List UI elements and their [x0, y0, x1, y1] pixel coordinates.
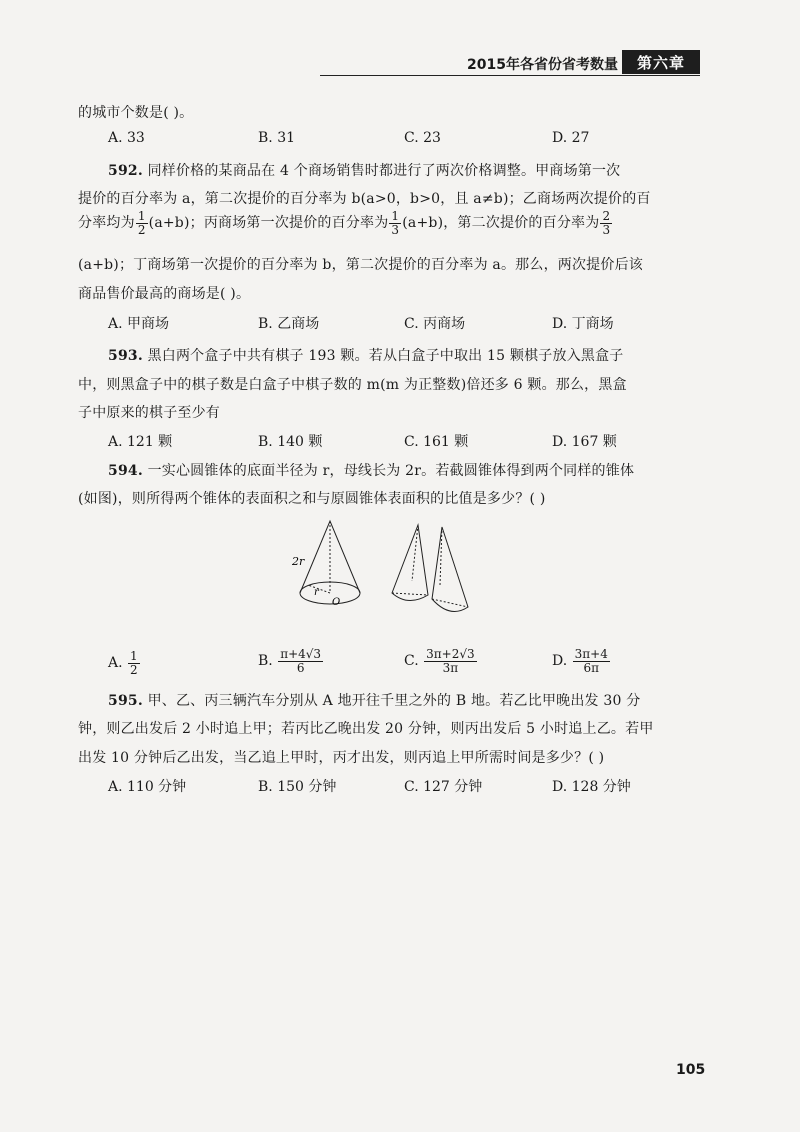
q593-line-3: 子中原来的棋子至少有 [78, 405, 220, 421]
label-center: O [332, 597, 341, 608]
q595-option-b: B. 150 分钟 [258, 779, 337, 795]
fraction-two-thirds: $\frac{2}{3}$ [602, 209, 611, 237]
q593-option-d: D. 167 颗 [552, 434, 617, 450]
q595-line-3: 出发 10 分钟后乙出发，当乙追上甲时，丙才出发，则丙追上甲所需时间是多少？( ) [78, 750, 605, 766]
q593-number: 593. [108, 348, 143, 364]
q595-line-2: 钟，则乙出发后 2 小时追上甲；若丙比乙晚出发 20 分钟，则丙出发后 5 小时追上乙。若甲 [78, 721, 654, 737]
q593-option-b: B. 140 颗 [258, 434, 323, 450]
fraction-one-half: $\frac{1}{2}$ [137, 209, 146, 237]
chapter-tab: 第六章 [622, 50, 700, 74]
q592-option-a: A. 甲商场 [108, 316, 170, 332]
q593-line-1: 593. 黑白两个盒子中共有棋子 193 颗。若从白盒子中取出 15 颗棋子放入黑盒子 [108, 348, 624, 364]
q591-option-a: A. 33 [108, 130, 145, 146]
q592-line-5: 商品售价最高的商场是( )。 [78, 286, 251, 302]
q592-option-b: B. 乙商场 [258, 316, 320, 332]
q592-option-d: D. 丁商场 [552, 316, 614, 332]
q595-line-1: 595. 甲、乙、丙三辆汽车分别从 A 地开往千里之外的 B 地。若乙比甲晚出发 30 分 [108, 693, 641, 709]
page-header [320, 50, 700, 76]
q594-option-a: A. $\frac{1}{2}$ [108, 649, 138, 677]
q591-continuation: 的城市个数是( )。 [78, 105, 194, 121]
q592-line-4: (a+b)；丁商场第一次提价的百分率为 b，第二次提价的百分率为 a。那么，两次提价后该 [78, 257, 643, 273]
q593-option-a: A. 121 颗 [108, 434, 173, 450]
q595-number: 595. [108, 693, 143, 709]
header-title: 2015年各省份省考数量 [467, 57, 618, 73]
page-number: 105 [676, 1062, 706, 1078]
q591-option-b: B. 31 [258, 130, 296, 146]
q594-number: 594. [108, 463, 143, 479]
q593-option-c: C. 161 颗 [404, 434, 469, 450]
q592-line-2: 提价的百分率为 a，第二次提价的百分率为 b(a>0，b>0，且 a≠b)；乙商场两次提价的百 [78, 191, 651, 207]
q592-number: 592. [108, 163, 143, 179]
q594-line-2: (如图)，则所得两个锥体的表面积之和与原圆锥体表面积的比值是多少？( ) [78, 491, 546, 507]
q595-option-d: D. 128 分钟 [552, 779, 631, 795]
cut-cone-right [432, 527, 468, 612]
q594-line-1: 594. 一实心圆锥体的底面半径为 r，母线长为 2r。若截圆锥体得到两个同样的锥体 [108, 463, 635, 479]
label-radius: r [314, 587, 319, 598]
q592-line-1: 592. 同样价格的某商品在 4 个商场销售时都进行了两次价格调整。甲商场第一次 [108, 163, 621, 179]
q591-option-d: D. 27 [552, 130, 590, 146]
q595-option-a: A. 110 分钟 [108, 779, 187, 795]
q593-line-2: 中，则黑盒子中的棋子数是白盒子中棋子数的 m(m 为正整数)倍还多 6 颗。那么，黑盒 [78, 377, 627, 393]
q591-option-c: C. 23 [404, 130, 441, 146]
cone-radius-line [308, 585, 330, 593]
cut-cone-left [392, 525, 428, 601]
q592-line-3: 分率均为 $\frac{1}{2}$ (a+b)；丙商场第一次提价的百分率为 $\frac{1}{3}$ (a+b)，第二次提价的百分率为 $\frac{2}{3}$ [78, 209, 611, 237]
label-slant: 2r [292, 555, 305, 568]
q592-option-c: C. 丙商场 [404, 316, 466, 332]
q594-option-c: C. $\frac{3\pi+2√3}{3\pi}$ [404, 647, 475, 675]
q594-option-b: B. $\frac{\pi+4√3}{6}$ [258, 647, 322, 675]
fraction-one-third: $\frac{1}{3}$ [391, 209, 400, 237]
cone-figure [290, 515, 490, 625]
q595-option-c: C. 127 分钟 [404, 779, 483, 795]
q594-option-d: D. $\frac{3\pi+4}{6\pi}$ [552, 647, 608, 675]
